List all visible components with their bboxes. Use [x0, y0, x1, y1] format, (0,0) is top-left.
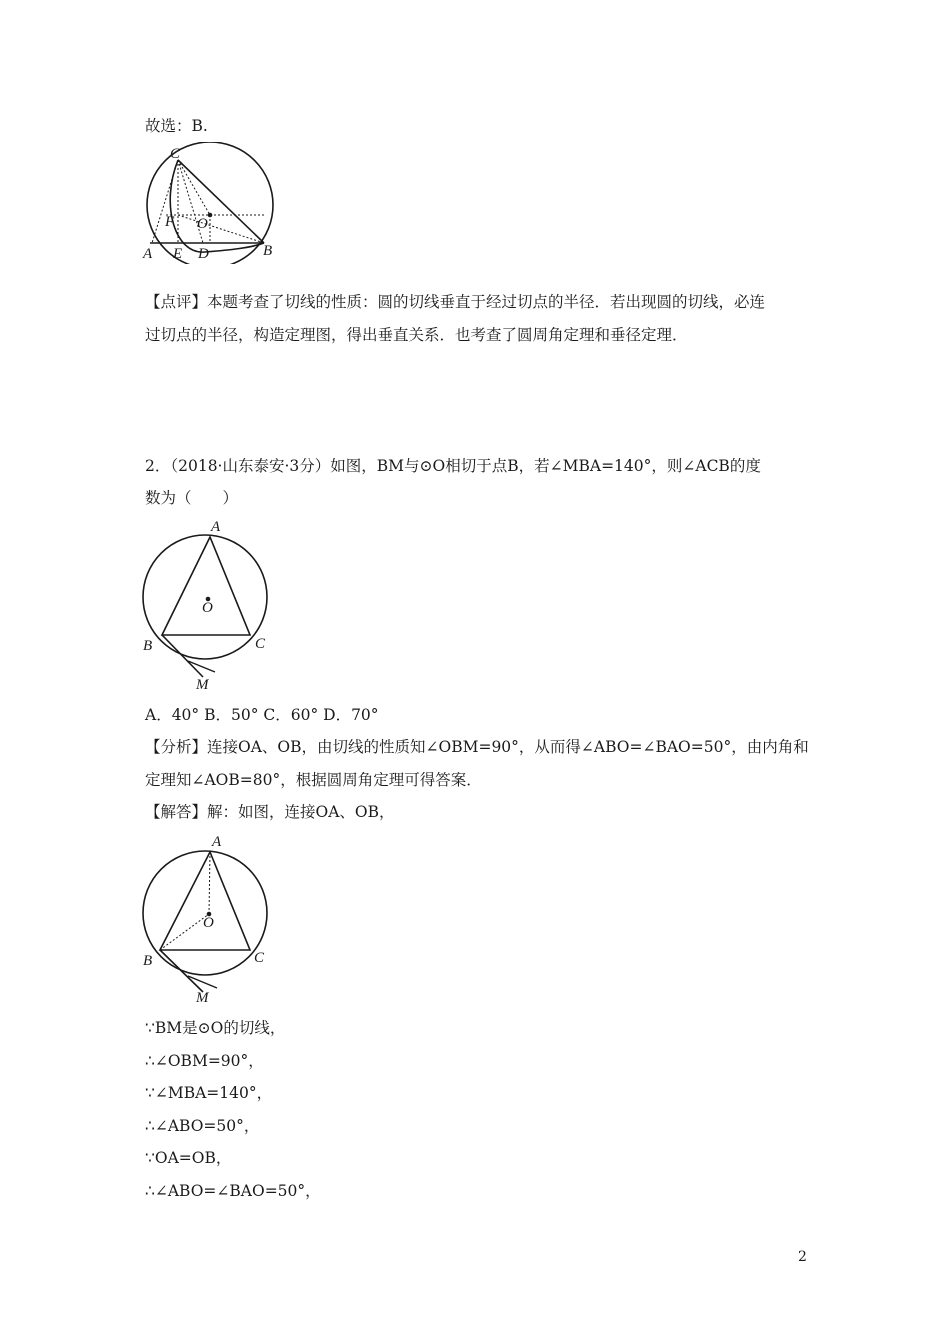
- question2-line2: 数为（ ）: [145, 489, 239, 507]
- comment1-line1: 【点评】本题考查了切线的性质：圆的切线垂直于经过切点的半径．若出现圆的切线，必连: [145, 293, 766, 311]
- fig3-radius-oa: [209, 852, 210, 914]
- fig3-label-o: O: [203, 915, 214, 931]
- analysis-line1: 【分析】连接OA、OB，由切线的性质知∠OBM=90°，从而得∠ABO=∠BAO=50°，由内角和: [145, 738, 809, 756]
- fig1-label-f: F: [165, 214, 175, 230]
- fig2-label-m: M: [196, 677, 209, 693]
- question2-options: A．40° B．50° C．60° D．70°: [145, 706, 379, 724]
- fig1-label-a: A: [143, 246, 153, 262]
- solution-step-3: ∵∠MBA=140°，: [145, 1084, 273, 1102]
- figure-2-tangent-diagram: [140, 514, 280, 694]
- fig2-triangle-abc: [162, 537, 250, 635]
- fig3-label-b: B: [143, 953, 153, 969]
- solution-intro: 【解答】解：如图，连接OA、OB，: [145, 803, 395, 821]
- fig2-tangent-bm: [162, 635, 203, 677]
- fig1-small-arc: [170, 160, 264, 252]
- comment1-line2: 过切点的半径，构造定理图，得出垂直关系．也考查了圆周角定理和垂径定理．: [145, 326, 688, 344]
- fig1-label-c: C: [170, 146, 181, 162]
- question2-line1: 2．（2018·山东泰安·3分）如图，BM与⊙O相切于点B，若∠MBA=140°，则∠ACB的度: [145, 457, 761, 475]
- fig3-label-c: C: [254, 950, 265, 966]
- figure-3-solution-diagram: [140, 830, 280, 1010]
- solution-step-4: ∴∠ABO=50°，: [145, 1117, 260, 1135]
- fig1-label-b: B: [263, 243, 273, 259]
- solution-step-5: ∵OA=OB，: [145, 1149, 232, 1167]
- fig1-center-dot: [208, 213, 213, 218]
- solution-step-1: ∵BM是⊙O的切线，: [145, 1019, 286, 1037]
- fig1-label-o: O: [197, 216, 208, 232]
- fig3-tangent-bm: [160, 950, 203, 992]
- solution-step-2: ∴∠OBM=90°，: [145, 1052, 264, 1070]
- fig3-radius-ob: [160, 914, 209, 950]
- fig3-triangle-abc: [160, 852, 250, 950]
- page-number: 2: [798, 1249, 807, 1265]
- analysis-line2: 定理知∠AOB=80°，根据圆周角定理可得答案．: [145, 771, 482, 789]
- fig1-line-cb: [178, 160, 264, 243]
- fig2-label-b: B: [143, 638, 153, 654]
- fig2-label-o: O: [202, 600, 213, 616]
- fig3-label-a: A: [212, 834, 222, 850]
- fig2-label-a: A: [211, 519, 221, 535]
- fig2-circle: [143, 535, 267, 659]
- answer-line: 故选：B.: [145, 117, 208, 135]
- fig1-label-e: E: [173, 246, 183, 262]
- fig2-label-c: C: [255, 636, 266, 652]
- fig3-label-m: M: [196, 990, 209, 1006]
- solution-step-6: ∴∠ABO=∠BAO=50°，: [145, 1182, 321, 1200]
- figure-1-circle-diagram: [140, 142, 280, 264]
- fig1-label-d: D: [198, 246, 209, 262]
- fig3-circle: [143, 851, 267, 975]
